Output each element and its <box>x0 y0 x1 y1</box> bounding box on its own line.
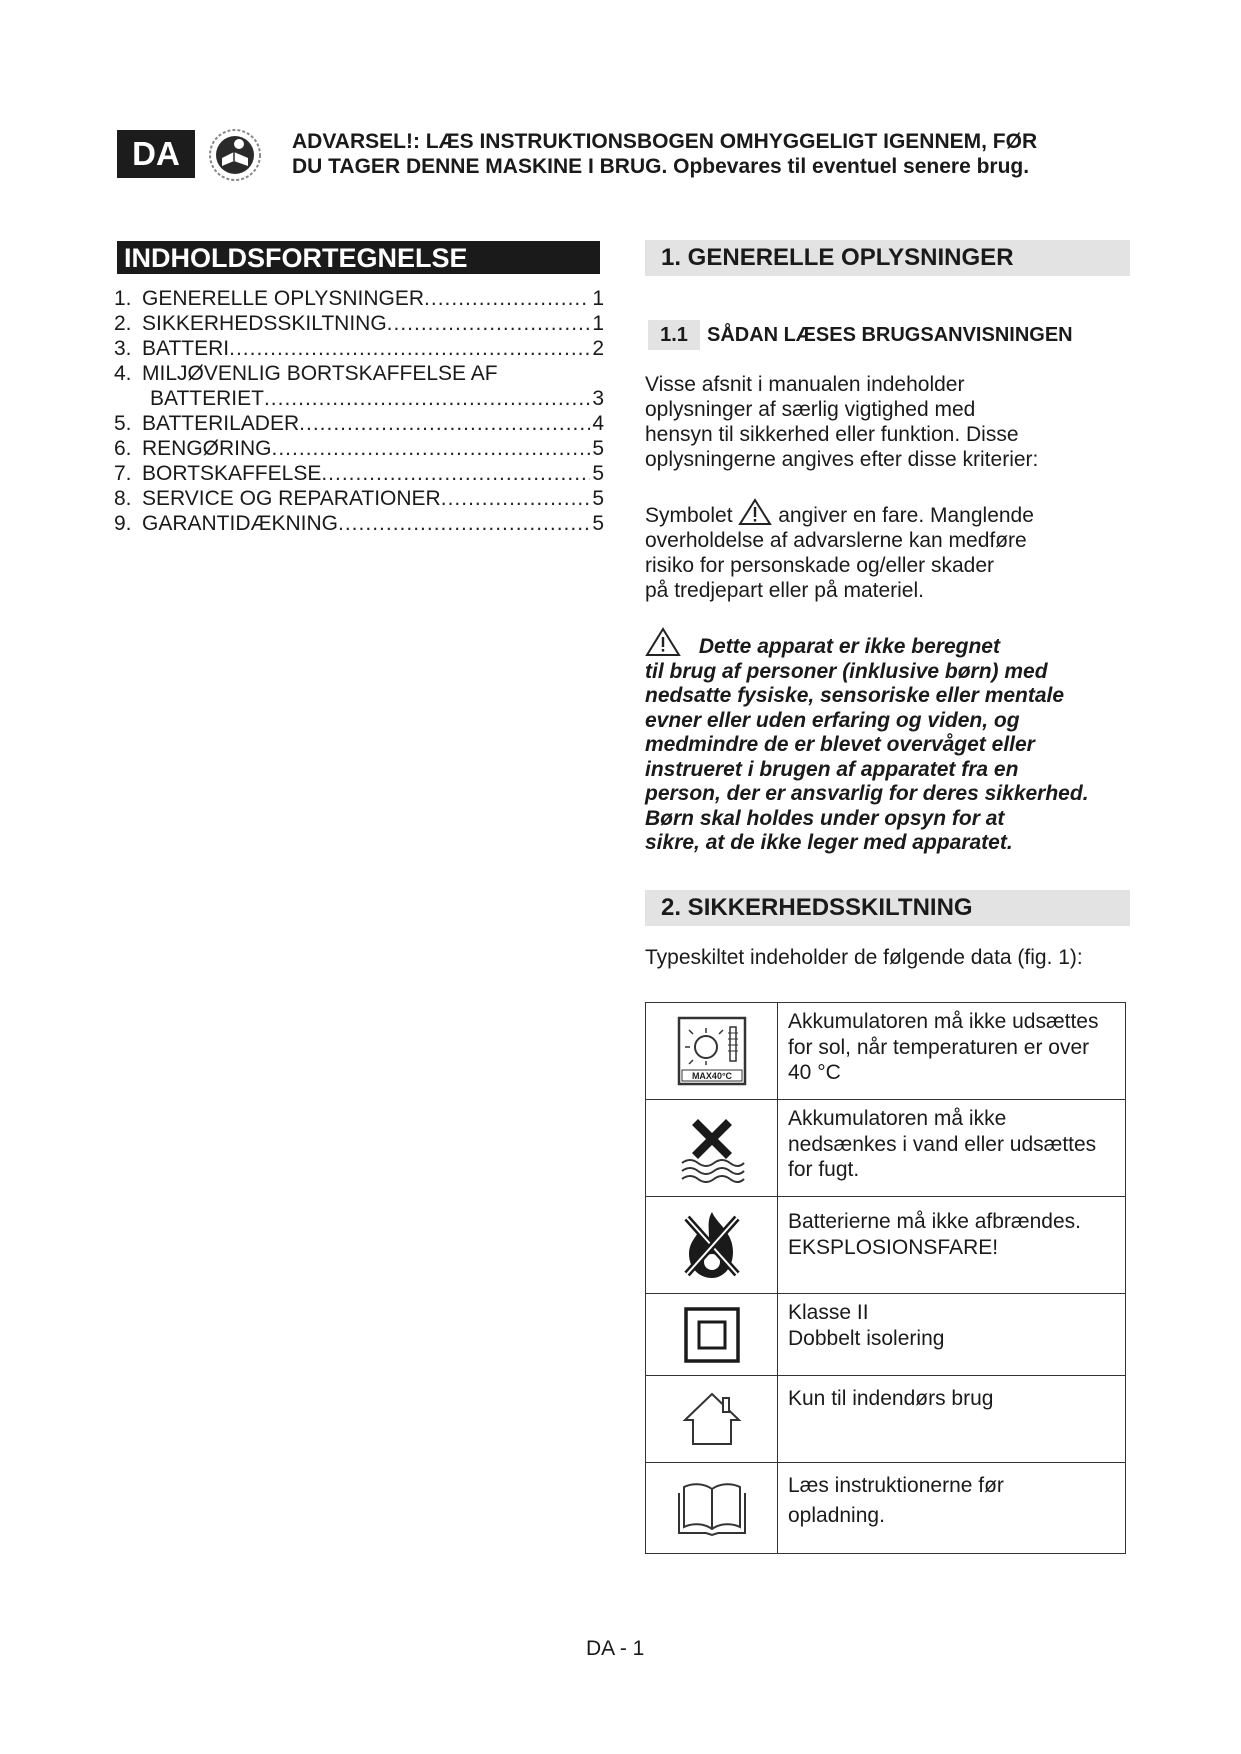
toc-item-number: 8. <box>114 487 132 510</box>
warning-triangle-icon <box>645 627 681 657</box>
toc-item[interactable] <box>114 486 604 511</box>
text-line: 40 °C <box>788 1061 841 1084</box>
table-cell-text <box>778 1100 1126 1197</box>
toc-leader <box>321 461 590 486</box>
toc-item-label: SERVICE OG REPARATIONER <box>142 487 441 510</box>
toc-item[interactable] <box>114 461 604 486</box>
section-heading: 2. SIKKERHEDSSKILTNING <box>645 890 1130 926</box>
table-of-contents <box>114 286 604 536</box>
table-row <box>646 1100 1126 1197</box>
table-cell-text <box>778 1376 1126 1463</box>
text-line <box>645 627 1140 660</box>
text-line: Klasse II <box>788 1301 869 1324</box>
read-manual-icon <box>208 128 262 182</box>
toc-item-page: 2 <box>592 337 604 360</box>
warning-triangle-icon <box>738 498 772 526</box>
text-line: Akkumulatoren må ikke <box>788 1107 1007 1130</box>
subsection-title: SÅDAN LÆSES BRUGSANVISNINGEN <box>707 324 1073 346</box>
text-fragment: angiver en fare. Manglende <box>778 504 1034 527</box>
toc-item-number: 4. <box>114 362 132 385</box>
text-line: hensyn til sikkerhed eller funktion. Disse <box>645 423 1019 446</box>
text-line: oplysningerne angives efter disse kriterier: <box>645 448 1039 471</box>
toc-item-page: 1 <box>592 287 604 310</box>
text-line: Akkumulatoren må ikke udsættes <box>788 1010 1099 1033</box>
toc-item-page: 4 <box>592 412 604 435</box>
symbol-table <box>645 1002 1126 1554</box>
toc-item-label: BATTERI <box>142 337 230 360</box>
no-water-icon <box>676 1113 748 1183</box>
toc-leader <box>387 311 591 336</box>
text-line: til brug af personer (inklusive børn) med <box>645 659 1048 683</box>
indoor-house-icon <box>681 1390 743 1448</box>
text-line: medmindre de er blevet overvåget eller <box>645 733 1035 756</box>
table-cell-icon <box>646 1197 778 1294</box>
text-line: person, der er ansvarlig for deres sikkerhed. <box>645 782 1089 805</box>
section-intro: Typeskiltet indeholder de følgende data (fig. 1): <box>645 946 1083 969</box>
toc-item-continuation[interactable] <box>114 386 604 411</box>
text-line: for fugt. <box>788 1158 860 1181</box>
toc-item[interactable] <box>114 411 604 436</box>
safety-warning <box>645 627 1140 856</box>
text-line: overholdelse af advarslerne kan medføre <box>645 529 1027 552</box>
text-line: Batterierne må ikke afbrændes. <box>788 1210 1081 1233</box>
table-cell-icon <box>646 1463 778 1554</box>
open-book-icon <box>676 1479 748 1537</box>
section-heading: 1. GENERELLE OPLYSNINGER <box>645 240 1130 276</box>
text-line: risiko for personskade og/eller skader <box>645 554 995 577</box>
header-warning-line: DU TAGER DENNE MASKINE I BRUG. Opbevares til eventuel senere brug. <box>292 155 1030 178</box>
text-line: Visse afsnit i manualen indeholder <box>645 373 965 396</box>
toc-item-page: 5 <box>592 512 604 535</box>
text-line: oplysninger af særlig vigtighed med <box>645 398 976 421</box>
toc-leader <box>272 436 591 461</box>
toc-item[interactable] <box>114 361 604 386</box>
toc-item[interactable] <box>114 286 604 311</box>
toc-item-label: BATTERIET <box>150 387 264 410</box>
toc-item-label: GENERELLE OPLYSNINGER <box>142 287 425 310</box>
text-line: på tredjepart eller på materiel. <box>645 579 924 602</box>
text-line: for sol, når temperaturen er over <box>788 1035 1090 1059</box>
toc-item-label: BATTERILADER <box>142 412 300 435</box>
toc-item-page: 1 <box>592 312 604 335</box>
toc-item-label: SIKKERHEDSSKILTNING <box>142 312 387 335</box>
table-cell-icon <box>646 1294 778 1376</box>
toc-item-number: 1. <box>114 287 132 310</box>
table-cell-icon <box>646 1100 778 1197</box>
toc-item[interactable] <box>114 436 604 461</box>
header-warning <box>292 129 1112 179</box>
toc-item-page: 5 <box>592 437 604 460</box>
table-cell-icon <box>646 1376 778 1463</box>
toc-item-page: 5 <box>592 462 604 485</box>
toc-leader <box>299 411 590 436</box>
table-cell-icon <box>646 1003 778 1100</box>
table-row <box>646 1003 1126 1100</box>
text-line: nedsatte fysiske, sensoriske eller mentale <box>645 684 1065 707</box>
text-line: EKSPLOSIONSFARE! <box>788 1235 999 1259</box>
toc-item-label: GARANTIDÆKNING <box>142 512 339 535</box>
toc-item-number: 2. <box>114 312 132 335</box>
toc-item-number: 6. <box>114 437 132 460</box>
table-cell-text <box>778 1197 1126 1294</box>
sun-thermometer-icon <box>676 1015 748 1087</box>
table-row <box>646 1197 1126 1294</box>
toc-title: INDHOLDSFORTEGNELSE <box>117 241 600 274</box>
toc-item-label: BORTSKAFFELSE <box>142 462 322 485</box>
toc-item-page: 5 <box>592 487 604 510</box>
language-badge: DA <box>117 130 195 178</box>
toc-item-number: 3. <box>114 337 132 360</box>
toc-leader <box>338 511 590 536</box>
text-line: Børn skal holdes under opsyn for at <box>645 806 1005 830</box>
text-line: Dobbelt isolering <box>788 1326 945 1350</box>
toc-item[interactable] <box>114 336 604 361</box>
toc-item-page: 3 <box>592 387 604 410</box>
double-insulation-icon <box>683 1306 741 1364</box>
subsection-number: 1.1 <box>648 320 700 350</box>
table-cell-text <box>778 1463 1126 1554</box>
text-line: opladning. <box>788 1504 885 1527</box>
header-warning-line: ADVARSEL!: LÆS INSTRUKTIONSBOGEN OMHYGGELIGT IGENNEM, FØR <box>292 130 1038 153</box>
text-line <box>645 498 1135 528</box>
toc-item-number: 5. <box>114 412 132 435</box>
page-number: DA - 1 <box>586 1637 645 1660</box>
text-line: nedsænkes i vand eller udsættes <box>788 1132 1097 1156</box>
paragraph <box>645 372 1135 472</box>
toc-item-label: MILJØVENLIG BORTSKAFFELSE AF <box>142 362 498 385</box>
text-line: sikre, at de ikke leger med apparatet. <box>645 831 1013 854</box>
toc-item-number: 9. <box>114 512 132 535</box>
table-cell-text <box>778 1003 1126 1100</box>
table-cell-text <box>778 1294 1126 1376</box>
toc-leader <box>424 286 590 311</box>
text-fragment: Symbolet <box>645 504 733 527</box>
table-row <box>646 1463 1126 1554</box>
text-line: Læs instruktionerne før <box>788 1474 1004 1497</box>
text-fragment: Dette apparat er ikke beregnet <box>698 635 1000 658</box>
toc-item-number: 7. <box>114 462 132 485</box>
toc-leader <box>229 336 590 361</box>
no-fire-icon <box>681 1208 743 1282</box>
paragraph <box>645 498 1135 603</box>
toc-item[interactable] <box>114 311 604 336</box>
toc-leader <box>264 386 590 411</box>
table-row <box>646 1294 1126 1376</box>
text-line: evner eller uden erfaring og viden, og <box>645 708 1020 732</box>
text-line: Kun til indendørs brug <box>788 1387 994 1410</box>
icon-label: MAX40°C <box>691 1071 732 1081</box>
text-line: instrueret i brugen af apparatet fra en <box>645 757 1019 781</box>
toc-leader <box>441 486 591 511</box>
toc-item-label: RENGØRING <box>142 437 272 460</box>
table-row <box>646 1376 1126 1463</box>
toc-item[interactable] <box>114 511 604 536</box>
